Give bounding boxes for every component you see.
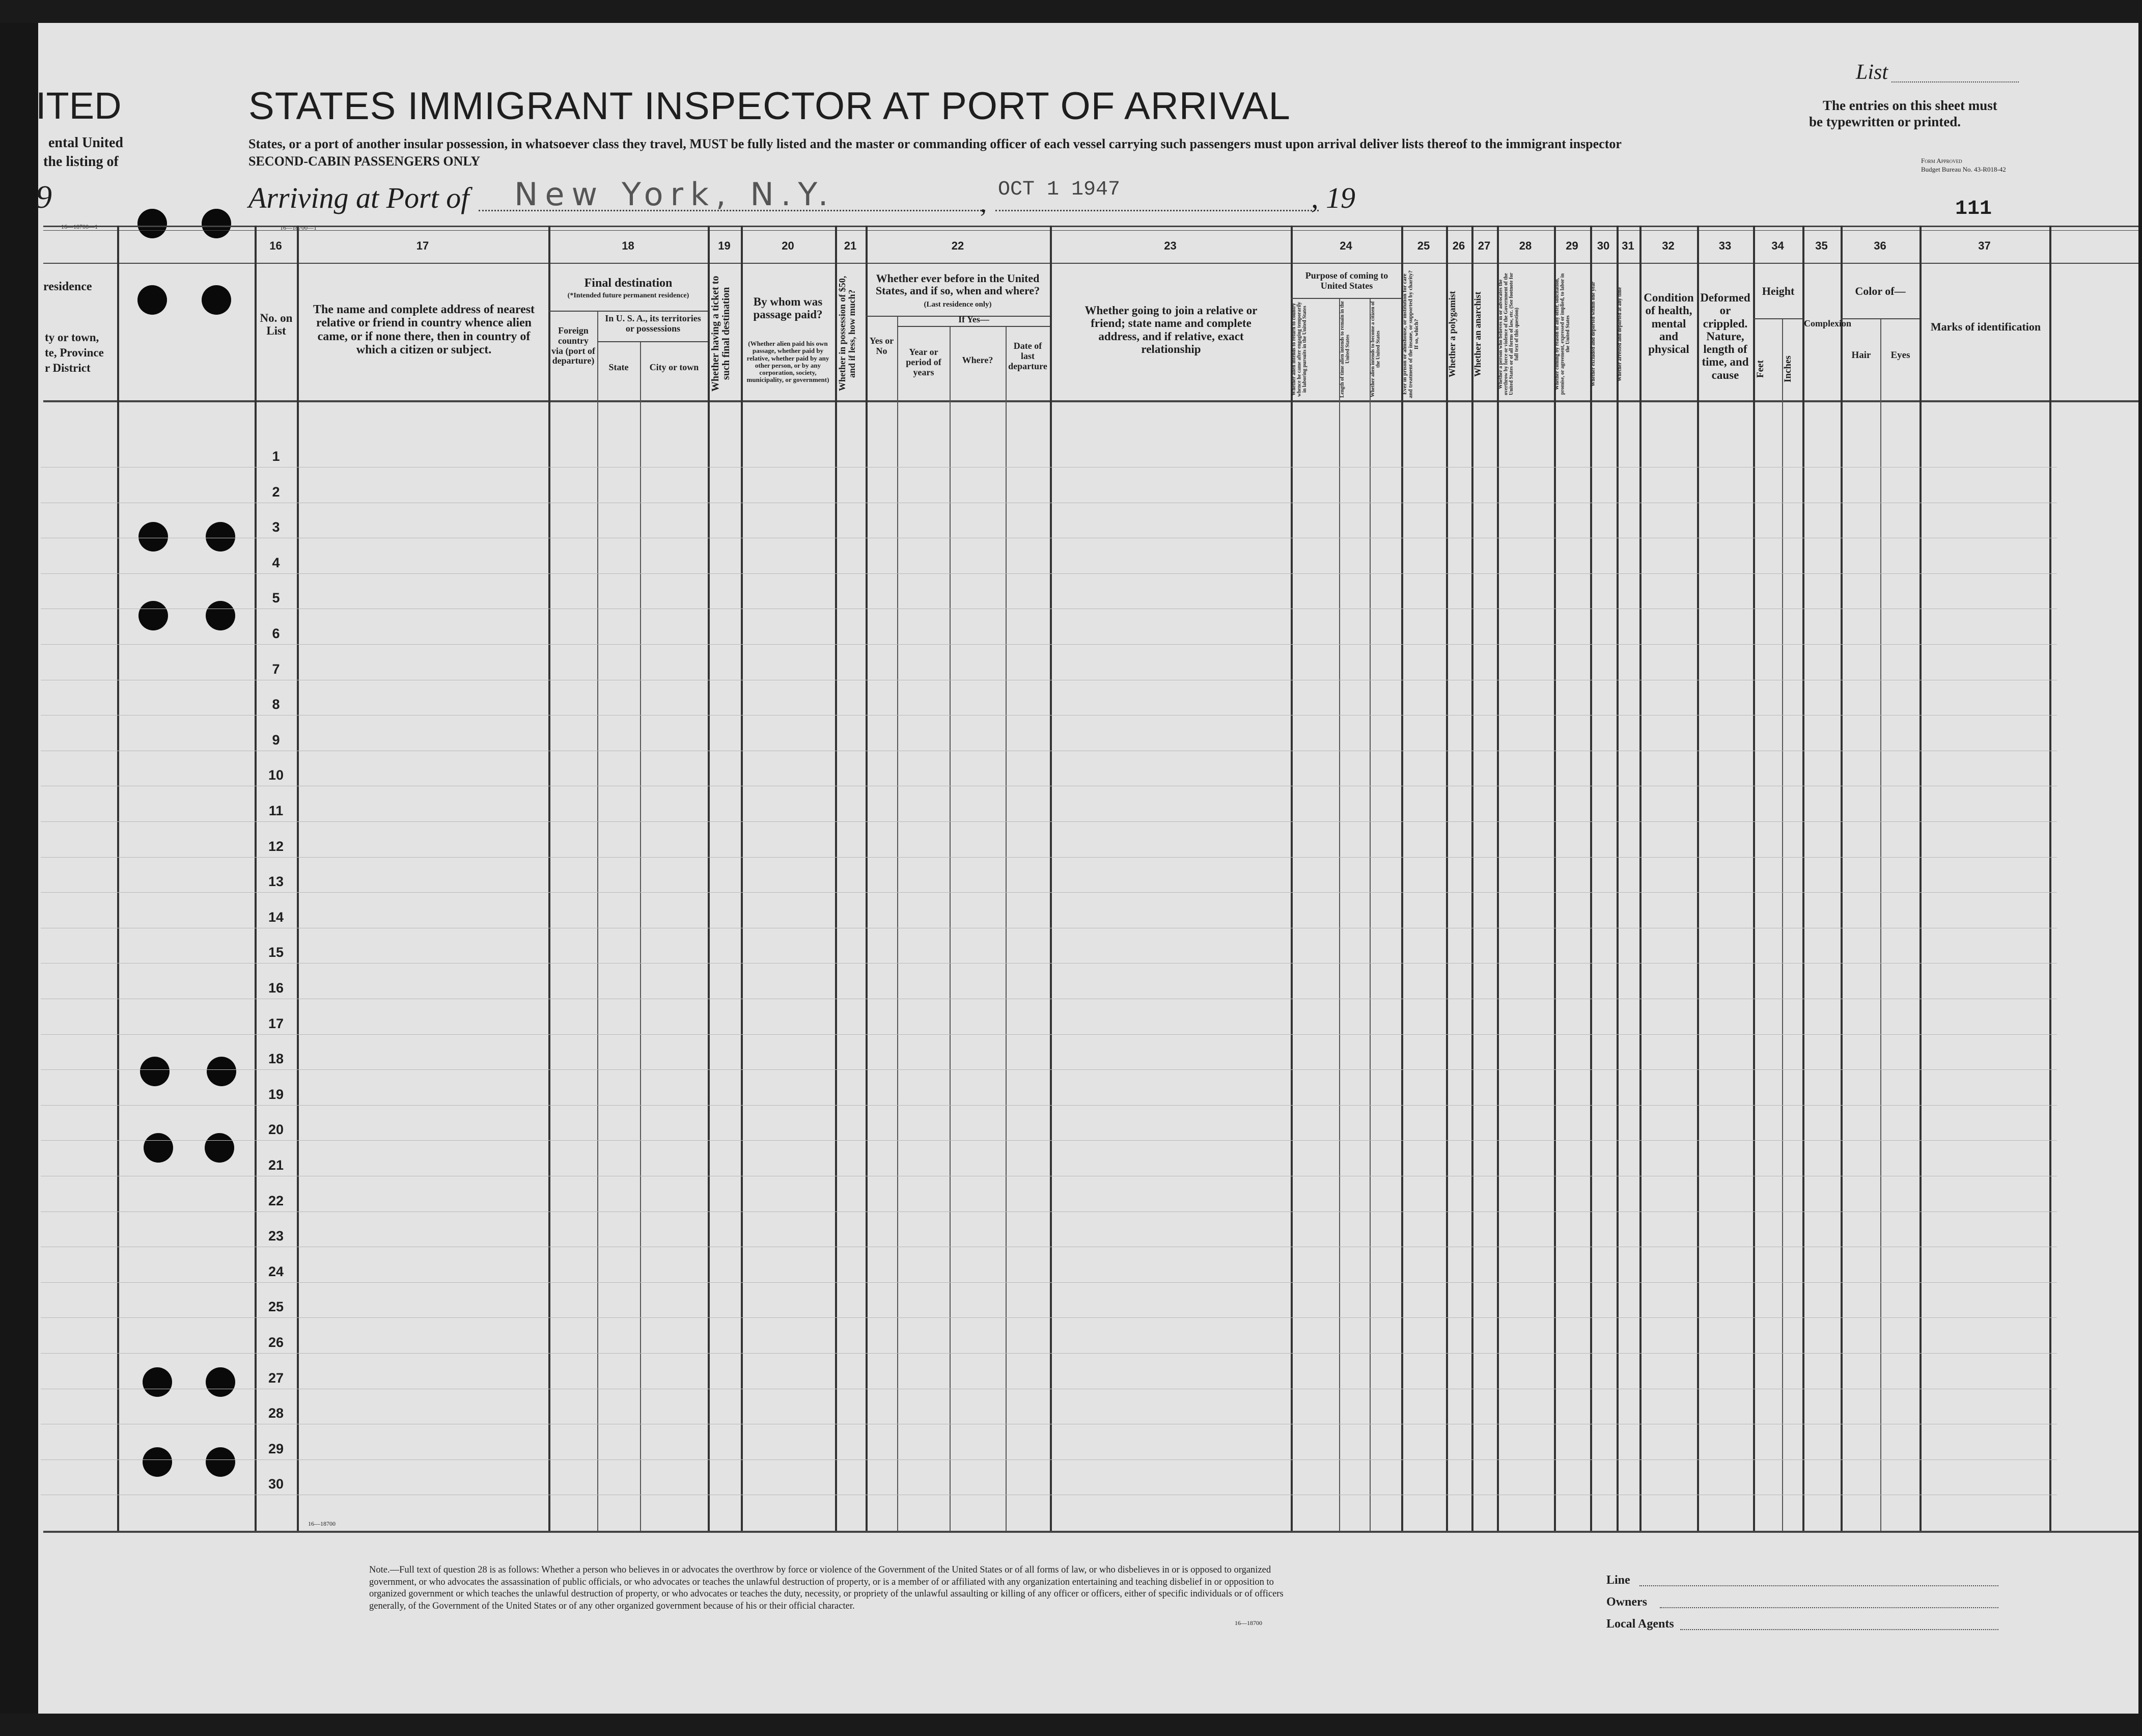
- deported-heading: Whether arrested and deported at any time: [1617, 287, 1623, 381]
- column-number: 19: [718, 239, 731, 252]
- entries-note: be typewritten or printed.: [1809, 114, 1961, 129]
- sub-header-rule: [548, 311, 708, 312]
- row-rule: [41, 1282, 2057, 1283]
- overthrow-heading: Whether a person who believes in or advocates the overthrow by force or violence of the Government of the United States or of all forms of law, etc. (See footnote for full text of this question): [1498, 272, 1520, 396]
- row-number: 15: [268, 945, 284, 960]
- hair-heading: Hair: [1851, 350, 1871, 361]
- column-divider: [1471, 226, 1473, 1531]
- row-number: 18: [268, 1051, 284, 1067]
- year-prefix: , 19: [1311, 181, 1355, 214]
- table-bottom-rule: [43, 1531, 2138, 1533]
- yes-or-no-heading: Yes or No: [869, 336, 894, 356]
- left-fragment-heading: ITED: [36, 85, 122, 127]
- column-divider: [1617, 226, 1619, 1531]
- row-rule: [41, 1211, 2057, 1212]
- punch-hole-icon: [206, 522, 235, 552]
- nearest-relative-heading: The name and complete address of nearest relative or friend in country whence alien came, or if none there, then in country of which a citizen or subject.: [313, 303, 535, 357]
- row-number: 24: [268, 1263, 284, 1279]
- polygamist-heading: Whether a polygamist: [1447, 291, 1457, 377]
- row-number: 10: [268, 767, 284, 783]
- punch-hole-icon: [137, 209, 167, 238]
- row-rule: [41, 1034, 2057, 1035]
- intended-residence-note: (*Intended future permanent residence): [567, 292, 689, 299]
- sub-header-rule: [597, 341, 708, 342]
- excluded-heading: Whether excluded and deported within one year: [1591, 282, 1596, 387]
- punch-hole-icon: [138, 601, 168, 630]
- page-title: STATES IMMIGRANT INSPECTOR AT PORT OF ARRIVAL: [248, 85, 1291, 128]
- column-divider: [1639, 226, 1642, 1531]
- column-divider: [2049, 226, 2051, 1531]
- list-label: List: [1856, 61, 1888, 84]
- top-form-code: 16—18700—1: [280, 224, 317, 231]
- state-heading: State: [608, 362, 629, 372]
- row-rule: [41, 1317, 2057, 1318]
- column-divider: [1291, 226, 1293, 1531]
- column-divider: [866, 226, 868, 1531]
- column-number: 36: [1874, 239, 1886, 252]
- row-number: 14: [268, 909, 284, 925]
- before-in-us-heading: Whether ever before in the United States, and if so, when and where?: [875, 272, 1040, 297]
- budget-bureau-number: Budget Bureau No. 43-R018-42: [1921, 166, 2006, 173]
- punch-hole-icon: [143, 1367, 172, 1397]
- column-divider: [640, 341, 641, 1531]
- local-agents-field: [1680, 1629, 1998, 1630]
- city-heading: City or town: [649, 362, 699, 372]
- column-divider: [708, 226, 710, 1531]
- if-yes-heading: If Yes—: [958, 314, 989, 324]
- column-number: 22: [951, 239, 964, 252]
- purpose-heading: Purpose of coming to United States: [1305, 270, 1388, 291]
- row-number: 21: [268, 1158, 284, 1173]
- column-divider: [1920, 226, 1922, 1531]
- row-number: 26: [268, 1335, 284, 1350]
- deformed-heading: Deformed or crippled. Nature, length of time, and cause: [1700, 291, 1750, 381]
- column-divider: [1339, 298, 1340, 1531]
- left-form-code: 16—18700—1: [61, 223, 98, 230]
- row-rule: [41, 1069, 2057, 1070]
- column-number: 20: [782, 239, 794, 252]
- passage-paid-note: (Whether alien paid his own passage, whether paid by relative, whether paid by any other person, or by any corporation, society, municipality, or government): [746, 340, 829, 384]
- column-divider: [1006, 326, 1007, 1531]
- line-label: Line: [1606, 1574, 1630, 1587]
- local-agents-label: Local Agents: [1606, 1617, 1674, 1631]
- question-28-note: Note.—Full text of question 28 is as follows: Whether a person who believes in or advocates the overthrow by force or violence of the Government of the United States or of all forms of law, or who disbelieves in or is opposed to organized government, or who advocates the assassination of public officials, or who advocates or teaches the unlawful destruction of property, or is a member of or affiliated with any organization entertaining and teaching disbelief in or opposition to organized government or which teaches the unlawful destruction of property, or who advocates or teaches the duty, necessity, or propriety of the unlawful assaulting or killing of any officer or officers, either of specific individuals or of officers generally, of the Government of the United States or of any other organized government because of his or their official character.: [369, 1565, 1284, 1612]
- complexion-heading: Complexion: [1804, 318, 1852, 328]
- anarchist-heading: Whether an anarchist: [1472, 291, 1483, 377]
- row-rule: [41, 1105, 2057, 1106]
- column-divider: [1782, 318, 1783, 1531]
- punch-hole-icon: [202, 285, 231, 315]
- arrival-date-stamp: OCT 1 1947: [998, 178, 1121, 201]
- row-rule: [41, 892, 2057, 893]
- row-number: 27: [268, 1370, 284, 1386]
- row-rule: [41, 573, 2057, 574]
- row-number: 16: [268, 980, 284, 996]
- become-citizen-heading: Whether alien intends to become a citizen of the United States: [1370, 301, 1381, 398]
- labor-offer-heading: Whether coming by reason of any offer, solicitation, promise, or agreement, expressed or implied, to labor in the United States: [1554, 273, 1571, 395]
- row-number: 3: [272, 519, 280, 535]
- column-divider: [950, 326, 951, 1531]
- return-intent-heading: Whether alien intends to return to country whence he came after engaging temporarily in laboring pursuits in the United States: [1291, 301, 1308, 397]
- row-number: 11: [268, 803, 284, 818]
- column-number: 16: [269, 239, 282, 252]
- length-of-stay-heading: Length of time alien intends to remain in the United States: [1340, 301, 1351, 398]
- column-number: 34: [1771, 239, 1784, 252]
- punch-hole-icon: [138, 522, 168, 552]
- left-residence-heading: residence: [43, 280, 92, 293]
- punch-hole-icon: [206, 601, 235, 630]
- column-divider: [1050, 226, 1052, 1531]
- column-divider: [297, 226, 299, 1531]
- column-divider: [1880, 318, 1881, 1531]
- where-heading: Where?: [962, 355, 993, 365]
- column-divider: [1802, 226, 1804, 1531]
- final-destination-heading: Final destination: [584, 277, 673, 290]
- row-number: 5: [272, 590, 280, 606]
- column-divider: [117, 226, 119, 1531]
- line-field: [1639, 1585, 1998, 1586]
- column-number: 32: [1662, 239, 1675, 252]
- punch-hole-icon: [144, 1133, 173, 1163]
- left-city-line: ty or town,: [45, 331, 99, 344]
- punch-hole-icon: [140, 1057, 170, 1086]
- row-number: 22: [268, 1193, 284, 1208]
- ticket-heading: Whether having a ticket to such final destination: [710, 275, 732, 392]
- left-fragment-line: ental United: [48, 135, 123, 151]
- column-divider: [1446, 226, 1448, 1531]
- row-number: 25: [268, 1299, 284, 1315]
- column-divider: [548, 226, 550, 1531]
- row-number: 19: [268, 1086, 284, 1102]
- health-heading: Condition of health, mental and physical: [1644, 291, 1694, 356]
- footer-form-code: 16—18700: [1235, 1619, 1262, 1627]
- entries-note: The entries on this sheet must: [1823, 98, 1997, 113]
- row-number: 17: [268, 1015, 284, 1031]
- arriving-label: Arriving at Port of: [248, 181, 469, 214]
- last-residence-note: (Last residence only): [924, 300, 992, 309]
- column-number: 23: [1164, 239, 1177, 252]
- table-top-rule: [43, 226, 2138, 227]
- inches-heading: Inches: [1783, 355, 1793, 383]
- column-number: 33: [1718, 239, 1732, 252]
- instructions-line: States, or a port of another insular possession, in whatsoever class they travel, MUST be fully listed and the master or commanding officer of each vessel carrying such passengers must upon arrival deliver lists thereof to the immigrant inspector: [248, 136, 1622, 151]
- column-number-rule: [43, 263, 2138, 264]
- row-rule: [41, 1140, 2057, 1141]
- bottom-form-code: 16—18700: [308, 1520, 336, 1527]
- row-number: 1: [272, 449, 280, 464]
- column-divider: [1497, 226, 1499, 1531]
- year-or-period-heading: Year or period of years: [906, 347, 941, 377]
- column-number: 31: [1622, 239, 1634, 252]
- row-rule: [41, 821, 2057, 822]
- sub-header-rule: [1291, 298, 1401, 299]
- column-divider: [1697, 226, 1699, 1531]
- column-divider: [897, 316, 898, 1531]
- left-fragment-year: 9: [36, 179, 52, 215]
- column-divider: [597, 311, 598, 1531]
- row-number: 20: [268, 1122, 284, 1138]
- punch-hole-icon: [137, 285, 167, 315]
- sub-header-rule: [1841, 318, 1920, 319]
- row-number: 12: [268, 838, 284, 854]
- join-relative-heading: Whether going to join a relative or friend; state name and complete address, and if relative, exact relationship: [1084, 304, 1258, 355]
- column-divider: [1590, 226, 1592, 1531]
- foreign-country-heading: Foreign country via (port of departure): [551, 325, 595, 366]
- row-number: 2: [272, 484, 280, 500]
- punch-hole-icon: [206, 1447, 235, 1477]
- table-top-rule: [43, 230, 2138, 231]
- no-on-list-heading: No. on List: [260, 312, 293, 338]
- punch-hole-icon: [205, 1133, 234, 1163]
- row-number: 8: [272, 697, 280, 712]
- row-number: 23: [268, 1228, 284, 1244]
- scan-edge: [0, 23, 38, 1714]
- column-divider: [1370, 298, 1371, 1531]
- column-number: 25: [1417, 239, 1430, 252]
- row-number: 9: [272, 732, 280, 748]
- in-usa-heading: In U. S. A., its territories or possessions: [605, 313, 701, 334]
- punch-hole-icon: [206, 1367, 235, 1397]
- column-divider: [1841, 226, 1843, 1531]
- punch-hole-icon: [207, 1057, 236, 1086]
- port-of-arrival-handwritten: New York, N.Y.: [514, 176, 836, 213]
- column-number: 18: [622, 239, 634, 252]
- date-field-line: [995, 210, 1319, 211]
- column-number: 28: [1519, 239, 1532, 252]
- column-divider: [741, 226, 743, 1531]
- prison-almshouse-heading: Ever in prison or almshouse, or institution for care and treatment of the insane, or supported by charity? If so, which?: [1402, 270, 1420, 398]
- column-number: 26: [1452, 239, 1465, 252]
- punch-hole-icon: [202, 209, 231, 238]
- column-divider: [1554, 226, 1556, 1531]
- list-field-line: [1891, 81, 2019, 82]
- column-number: 21: [844, 239, 857, 252]
- column-number: 27: [1478, 239, 1491, 252]
- column-number: 35: [1815, 239, 1828, 252]
- feet-heading: Feet: [1755, 360, 1766, 378]
- row-number: 29: [268, 1441, 284, 1456]
- owners-label: Owners: [1606, 1595, 1647, 1609]
- fifty-dollars-heading: Whether in possession of $50, and if less, how much?: [837, 275, 857, 392]
- row-rule: [41, 1353, 2057, 1354]
- sub-header-rule: [897, 326, 1050, 327]
- page-number-stamp: 111: [1955, 198, 1992, 221]
- left-fragment-line: the listing of: [43, 154, 119, 170]
- row-number: 4: [272, 555, 280, 570]
- row-rule: [41, 857, 2057, 858]
- column-divider: [1753, 226, 1755, 1531]
- header-bottom-rule: [43, 400, 2138, 402]
- row-number: 30: [268, 1476, 284, 1492]
- passage-paid-heading: By whom was passage paid?: [753, 295, 823, 321]
- column-divider: [835, 226, 837, 1531]
- row-rule: [41, 644, 2057, 645]
- eyes-heading: Eyes: [1890, 350, 1910, 361]
- column-number: 17: [416, 239, 429, 252]
- row-number: 28: [268, 1406, 284, 1421]
- column-number: 24: [1340, 239, 1352, 252]
- color-of-heading: Color of—: [1855, 285, 1906, 297]
- column-number: 30: [1597, 239, 1610, 252]
- owners-field: [1660, 1607, 1998, 1608]
- sub-header-rule: [1753, 318, 1802, 319]
- form-approved: Form Approved: [1921, 157, 1962, 164]
- left-city-line: te, Province: [45, 346, 104, 359]
- row-number: 7: [272, 661, 280, 677]
- date-departure-heading: Date of last departure: [1008, 341, 1047, 371]
- column-number: 37: [1978, 239, 1991, 252]
- manifest-sheet: [31, 23, 2138, 1714]
- row-number: 6: [272, 626, 280, 641]
- column-divider: [1401, 226, 1403, 1531]
- marks-heading: Marks of identification: [1930, 320, 2041, 333]
- height-heading: Height: [1762, 285, 1795, 297]
- row-rule: [41, 1459, 2057, 1460]
- port-comma: ,: [980, 189, 987, 217]
- column-number: 29: [1566, 239, 1578, 252]
- row-number: 13: [268, 874, 284, 890]
- cabin-class: SECOND-CABIN PASSENGERS ONLY: [248, 154, 481, 169]
- punch-hole-icon: [143, 1447, 172, 1477]
- left-city-line: r District: [45, 362, 91, 374]
